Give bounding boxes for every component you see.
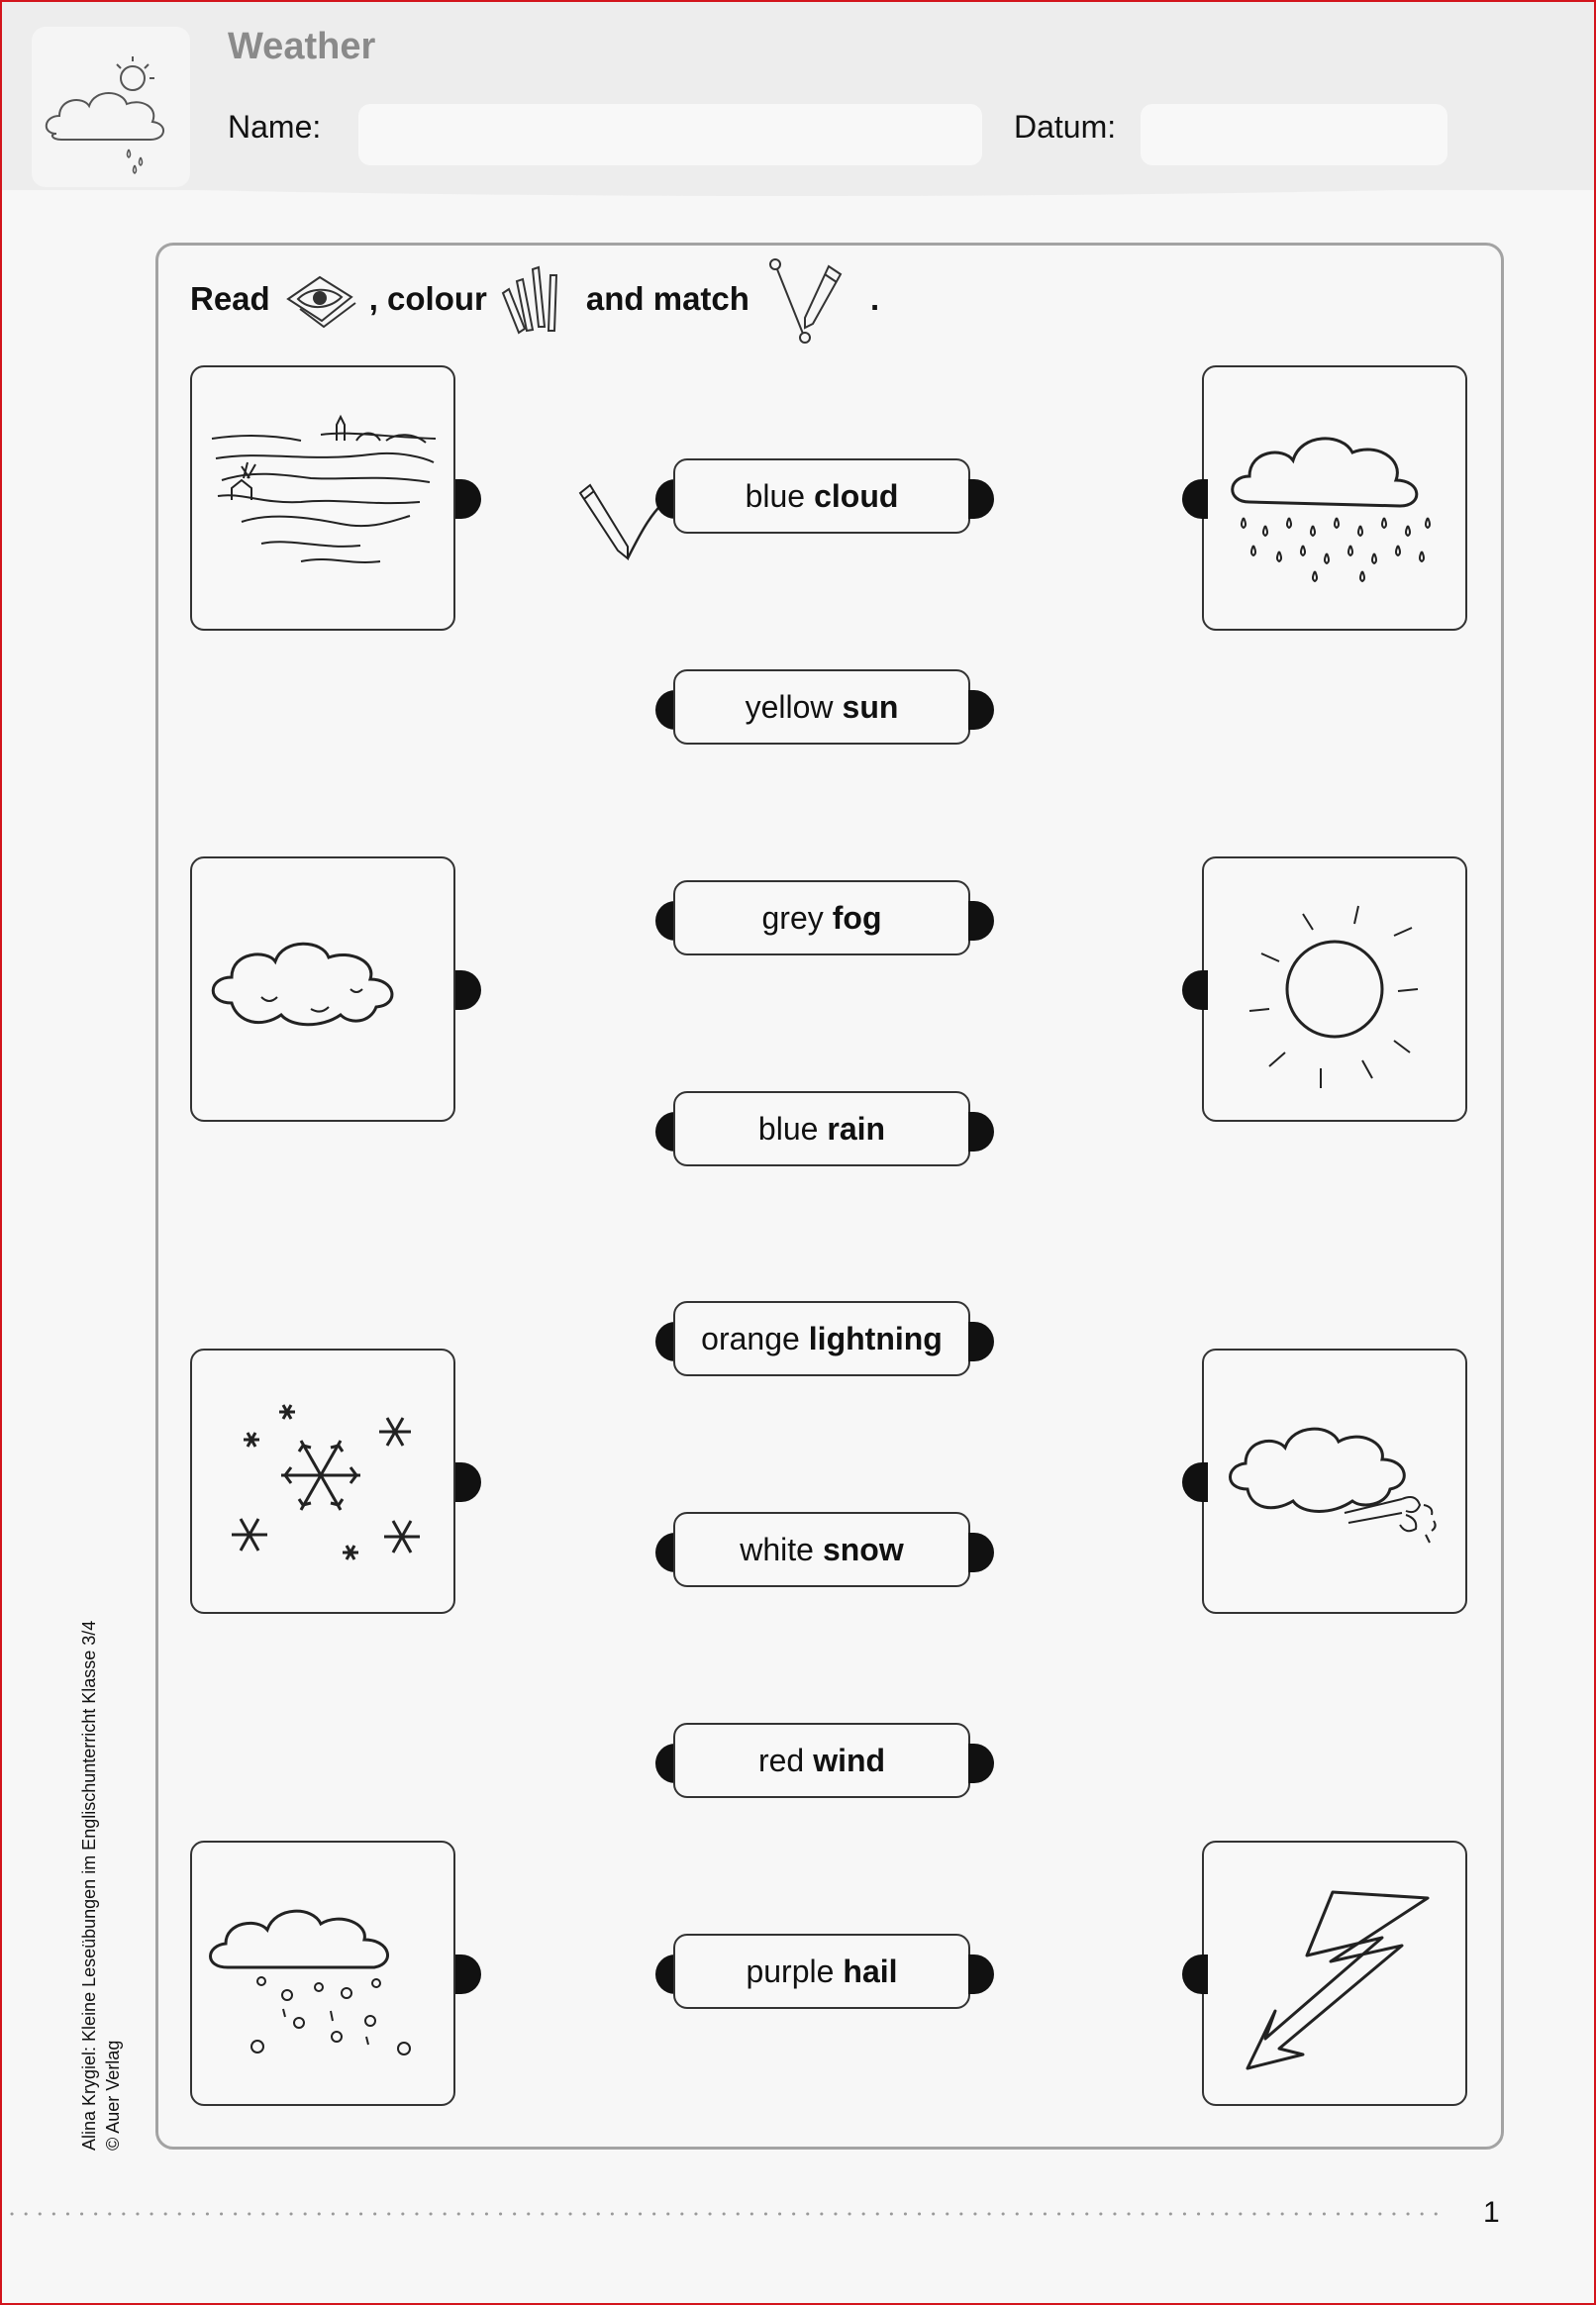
word-color: purple xyxy=(746,1953,835,1989)
picture-box-rain-cloud xyxy=(1202,365,1467,631)
copyright-credit xyxy=(77,1621,125,2151)
word-card xyxy=(673,1091,970,1166)
cloud-sun-rain-icon xyxy=(32,27,190,187)
picture-box-cloud xyxy=(190,856,455,1122)
header-wave xyxy=(2,170,1594,210)
cloud-icon xyxy=(192,858,453,1120)
wind-cloud-icon xyxy=(1204,1351,1465,1612)
instruction-colour: , colour xyxy=(368,280,487,317)
datum-field[interactable] xyxy=(1141,104,1447,165)
instruction-line xyxy=(190,269,879,329)
word-noun: fog xyxy=(832,899,882,936)
hail-cloud-icon xyxy=(192,1843,453,2104)
word-color: yellow xyxy=(745,688,834,725)
word-card xyxy=(673,1723,970,1798)
rain-cloud-icon xyxy=(1204,367,1465,629)
page-title: Weather xyxy=(228,26,376,67)
name-field[interactable] xyxy=(358,104,982,165)
word-color: blue xyxy=(745,477,806,514)
word-noun: cloud xyxy=(814,477,899,514)
word-card xyxy=(673,880,970,955)
word-noun: lightning xyxy=(808,1320,943,1356)
word-card xyxy=(673,1301,970,1376)
word-noun: rain xyxy=(827,1110,886,1147)
instruction-period: . xyxy=(869,280,880,317)
word-color: grey xyxy=(761,899,824,936)
picture-box-fog-landscape xyxy=(190,365,455,631)
name-label: Name: xyxy=(228,109,322,145)
instruction-read: Read xyxy=(190,280,270,317)
match-line-pencil-icon xyxy=(767,254,856,344)
word-noun: sun xyxy=(842,688,899,725)
picture-box-wind-cloud xyxy=(1202,1349,1467,1614)
logo-tile xyxy=(32,27,190,187)
word-card xyxy=(673,669,970,745)
picture-box-hail-cloud xyxy=(190,1841,455,2106)
word-noun: hail xyxy=(843,1953,898,1989)
credit-publisher-line: © Auer Verlag xyxy=(103,2040,123,2151)
picture-box-sun xyxy=(1202,856,1467,1122)
snowflakes-icon xyxy=(192,1351,453,1612)
fog-landscape-icon xyxy=(192,367,453,629)
word-color: white xyxy=(740,1531,814,1567)
credit-author-line: Alina Krygiel: Kleine Leseübungen im Englischunterricht Klasse 3/4 xyxy=(79,1620,99,2151)
word-noun: snow xyxy=(822,1531,904,1567)
word-color: blue xyxy=(757,1110,819,1147)
lightning-bolt-icon xyxy=(1204,1843,1465,2104)
word-card xyxy=(673,1512,970,1587)
word-card xyxy=(673,458,970,534)
picture-box-snowflakes xyxy=(190,1349,455,1614)
sun-icon xyxy=(1204,858,1465,1120)
word-noun: wind xyxy=(813,1742,886,1778)
datum-label: Datum: xyxy=(1014,109,1117,145)
word-card xyxy=(673,1934,970,2009)
reading-eye-icon xyxy=(280,269,359,329)
page-number: 1 xyxy=(1483,2196,1500,2229)
word-color: orange xyxy=(701,1320,800,1356)
footer-dotted-line xyxy=(10,2212,1450,2216)
picture-box-lightning xyxy=(1202,1841,1467,2106)
colour-pencils-icon xyxy=(497,259,576,339)
instruction-and-match: and match xyxy=(585,280,749,317)
word-color: red xyxy=(757,1742,805,1778)
